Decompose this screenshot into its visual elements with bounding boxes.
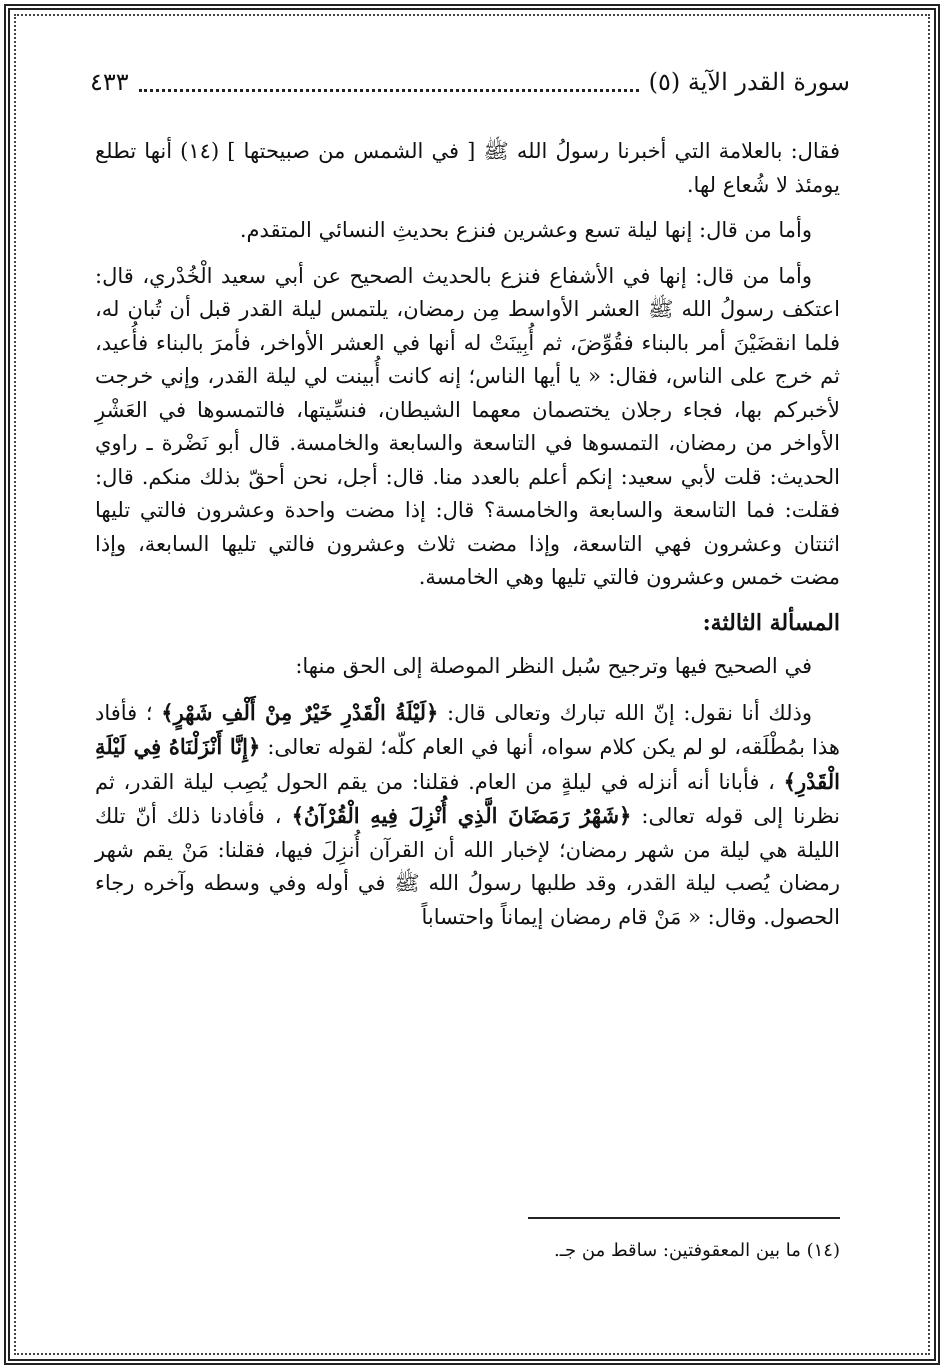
main-text — [95, 135, 840, 946]
paragraph: فقال: بالعلامة التي أخبرنا رسولُ الله ﷺ [ في الشمس من صبيحتها ] (١٤) أنها تطلع يومئذ لا شُعاع لها. — [95, 139, 840, 197]
section-intro: في الصحيح فيها وترجيح سُبل النظر الموصلة إلى الحق منها: — [295, 654, 812, 678]
text-segment: ، فأفادنا ذلك أنّ تلك الليلة هي ليلة من شهر رمضان؛ لإخبار الله أن القرآن أُنزِلَ فيها، فقلنا: مَنْ يقم شهر رمضان يُصب ليلة القدر، وقد طلبها رسولُ الله ﷺ في أوله وفي وسطه وآخره رجاء الحصول. وقال: « مَنْ قام رمضان إيماناً واحتساباً — [95, 804, 840, 929]
footnote-text: ما بين المعقوفتين: ساقط من جـ. — [554, 1240, 801, 1261]
quran-verse: ﴿إِنَّا أَنْزَلْنَاهُ فِي لَيْلَةِ الْقَدْرِ﴾ — [95, 734, 840, 794]
running-header — [90, 62, 850, 102]
text-segment: وذلك أنا نقول: إنّ الله تبارك وتعالى قال: — [447, 700, 812, 725]
surah-title: سورة القدر الآية (٥) — [648, 68, 850, 96]
text-segment: ؛ فأفاد هذا بمُطْلَقه، لو لم يكن كلام سواه، أنها في العام كلّه؛ لقوله تعالى: — [95, 700, 840, 759]
footnote-separator — [528, 1217, 840, 1219]
quran-verse: ﴿لَيْلَةُ الْقَدْرِ خَيْرٌ مِنْ أَلْفِ شَهْرٍ﴾ — [161, 699, 439, 725]
text-segment: ، فأبانا أنه أنزله في ليلةٍ من العام. فقلنا: من يقم الحول يُصِب ليلة القدر، ثم نظرنا إلى قوله تعالى: — [95, 769, 841, 828]
quran-verse: ﴿شَهْرُ رَمَضَانَ الَّذِي أُنْزِلَ فِيهِ الْقُرْآنُ﴾ — [291, 803, 632, 828]
footnote-number: (١٤) — [806, 1240, 840, 1261]
footnote — [300, 1240, 840, 1261]
paragraph: وأما من قال: إنها ليلة تسع وعشرين فنزع بحديثِ النسائي المتقدم. — [239, 218, 812, 242]
paragraph-with-verses — [95, 696, 840, 935]
section-heading: المسألة الثالثة: — [702, 609, 840, 636]
header-leader-dots — [139, 73, 639, 92]
paragraph: وأما من قال: إنها في الأشفاع فنزع بالحديث الصحيح عن أبي سعيد الْخُدْري، قال: اعتكف رسولُ الله ﷺ العشر الأواسط مِن رمضان، يلتمس ليلة القدر قبل أن تُبان له، فلما انقضَيْنَ أمر بالبناء فقُوِّضَ، ثم أُبِينَتْ له أنها في العشر الأواخر، فأمرَ بالبناء فأُعيد، ثم خرج على الناس، فقال: « يا أيها الناس؛ إنه كانت أُبينت لي ليلة القدر، وإني خرجت لأخبركم بها، فجاء رجلان يختصمان معهما الشيطان، فنسِّيتها، فالتمسوها في العَشْرِ الأواخر من رمضان، التمسوها في التاسعة والسابعة والخامسة. قال أبو نَضْرة ـ راوي الحديث: قلت لأبي سعيد: إنكم أعلم بالعدد منا. قال: أجل، نحن أحقّ بذلك منكم. قال: فقلت: فما التاسعة والسابعة والخامسة؟ قال: إذا مضت واحدة وعشرون فالتي تليها اثنتان وعشرون فهي التاسعة، وإذا مضت ثلاث وعشرون فالتي تليها السابعة، وإذا مضت خمس وعشرون فالتي تليها وهي الخامسة. — [95, 263, 840, 589]
page-number: ٤٣٣ — [90, 68, 129, 96]
